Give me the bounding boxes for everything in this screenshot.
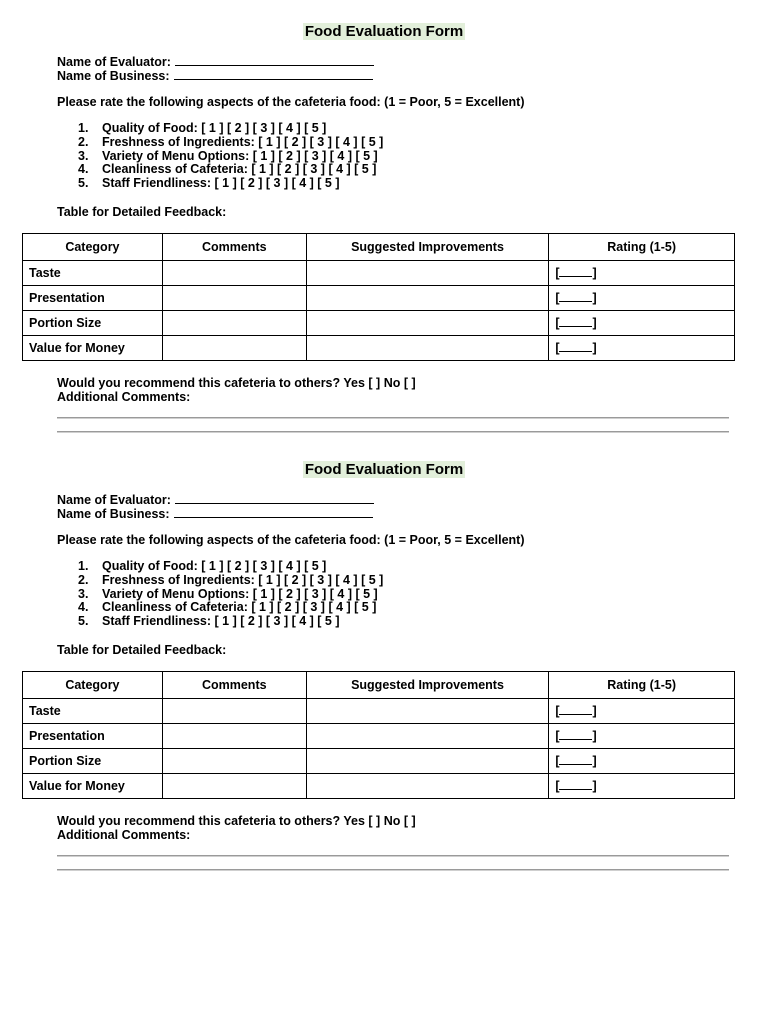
rating-cell[interactable]: [ ] (549, 724, 735, 749)
comments-cell[interactable] (162, 724, 306, 749)
table-row (23, 774, 735, 799)
comments-cell[interactable] (162, 774, 306, 799)
name-fields (57, 493, 374, 521)
name-fields (57, 55, 374, 83)
recommend-section (57, 376, 416, 404)
header-comments: Comments (162, 234, 306, 261)
table-header-row (23, 234, 735, 261)
evaluator-label: Name of Evaluator: (57, 493, 171, 507)
rating-item: 4. Cleanliness of Cafeteria: [ 1 ] [ 2 ] [ 3 ] [ 4 ] [ 5 ] (78, 600, 377, 615)
improvements-cell[interactable] (306, 749, 549, 774)
rating-cell[interactable]: [ ] (549, 749, 735, 774)
evaluation-form-2 (0, 438, 768, 858)
rating-cell[interactable]: [ ] (549, 699, 735, 724)
improvements-cell[interactable] (306, 311, 549, 336)
rating-list (78, 122, 383, 191)
rating-item: 5. Staff Friendliness: [ 1 ] [ 2 ] [ 3 ] [ 4 ] [ 5 ] (78, 614, 340, 629)
table-row (23, 336, 735, 361)
comments-cell[interactable] (162, 749, 306, 774)
comments-cell[interactable] (162, 336, 306, 361)
improvements-cell[interactable] (306, 699, 549, 724)
row-category: Taste (23, 261, 163, 286)
feedback-table (22, 233, 735, 361)
comments-cell[interactable] (162, 261, 306, 286)
recommend-section (57, 814, 416, 842)
table-header-row (23, 672, 735, 699)
evaluation-form-1 (0, 0, 768, 420)
rating-instruction: Please rate the following aspects of the cafeteria food: (1 = Poor, 5 = Excellent) (57, 95, 525, 109)
rating-item: 2. Freshness of Ingredients: [ 1 ] [ 2 ] [ 3 ] [ 4 ] [ 5 ] (78, 134, 384, 149)
improvements-cell[interactable] (306, 261, 549, 286)
row-category: Value for Money (23, 774, 163, 799)
improvements-cell[interactable] (306, 336, 549, 361)
additional-comments-label: Additional Comments: (57, 390, 191, 404)
table-row (23, 724, 735, 749)
form-title: Food Evaluation Form (304, 23, 464, 40)
form-title: Food Evaluation Form (304, 461, 464, 478)
row-category: Portion Size (23, 749, 163, 774)
header-improvements: Suggested Improvements (306, 672, 549, 699)
comments-cell[interactable] (162, 311, 306, 336)
header-category: Category (23, 234, 163, 261)
rating-list (78, 560, 383, 629)
comments-cell[interactable] (162, 286, 306, 311)
evaluator-label: Name of Evaluator: (57, 55, 171, 69)
header-rating: Rating (1-5) (549, 234, 735, 261)
row-category: Taste (23, 699, 163, 724)
row-category: Portion Size (23, 311, 163, 336)
table-row (23, 311, 735, 336)
rating-instruction: Please rate the following aspects of the cafeteria food: (1 = Poor, 5 = Excellent) (57, 533, 525, 547)
business-label: Name of Business: (57, 69, 170, 83)
rating-item: 2. Freshness of Ingredients: [ 1 ] [ 2 ] [ 3 ] [ 4 ] [ 5 ] (78, 572, 384, 587)
comment-line[interactable] (57, 869, 729, 871)
table-row (23, 261, 735, 286)
row-category: Value for Money (23, 336, 163, 361)
recommend-question: Would you recommend this cafeteria to others? Yes [ ] No [ ] (57, 376, 416, 390)
row-category: Presentation (23, 286, 163, 311)
comments-cell[interactable] (162, 699, 306, 724)
business-input-line[interactable] (174, 69, 373, 80)
table-row (23, 699, 735, 724)
rating-item: 4. Cleanliness of Cafeteria: [ 1 ] [ 2 ] [ 3 ] [ 4 ] [ 5 ] (78, 162, 377, 177)
rating-cell[interactable]: [ ] (549, 286, 735, 311)
improvements-cell[interactable] (306, 724, 549, 749)
table-row (23, 286, 735, 311)
row-category: Presentation (23, 724, 163, 749)
additional-comments-label: Additional Comments: (57, 828, 191, 842)
business-label: Name of Business: (57, 507, 170, 521)
rating-cell[interactable]: [ ] (549, 311, 735, 336)
business-input-line[interactable] (174, 507, 373, 518)
comment-line[interactable] (57, 431, 729, 433)
comment-line[interactable] (57, 417, 729, 419)
header-category: Category (23, 672, 163, 699)
table-label: Table for Detailed Feedback: (57, 205, 227, 219)
rating-item: 1. Quality of Food: [ 1 ] [ 2 ] [ 3 ] [ 4 ] [ 5 ] (78, 121, 327, 135)
evaluator-input-line[interactable] (175, 493, 374, 504)
improvements-cell[interactable] (306, 286, 549, 311)
rating-item: 3. Variety of Menu Options: [ 1 ] [ 2 ] [ 3 ] [ 4 ] [ 5 ] (78, 148, 378, 163)
rating-cell[interactable]: [ ] (549, 261, 735, 286)
comment-line[interactable] (57, 855, 729, 857)
header-improvements: Suggested Improvements (306, 234, 549, 261)
improvements-cell[interactable] (306, 774, 549, 799)
rating-item: 1. Quality of Food: [ 1 ] [ 2 ] [ 3 ] [ 4 ] [ 5 ] (78, 559, 327, 573)
table-row (23, 749, 735, 774)
evaluator-input-line[interactable] (175, 55, 374, 66)
table-label: Table for Detailed Feedback: (57, 643, 227, 657)
rating-item: 3. Variety of Menu Options: [ 1 ] [ 2 ] [ 3 ] [ 4 ] [ 5 ] (78, 586, 378, 601)
header-rating: Rating (1-5) (549, 672, 735, 699)
rating-cell[interactable]: [ ] (549, 336, 735, 361)
rating-cell[interactable]: [ ] (549, 774, 735, 799)
feedback-table (22, 671, 735, 799)
recommend-question: Would you recommend this cafeteria to others? Yes [ ] No [ ] (57, 814, 416, 828)
rating-item: 5. Staff Friendliness: [ 1 ] [ 2 ] [ 3 ] [ 4 ] [ 5 ] (78, 176, 340, 191)
header-comments: Comments (162, 672, 306, 699)
